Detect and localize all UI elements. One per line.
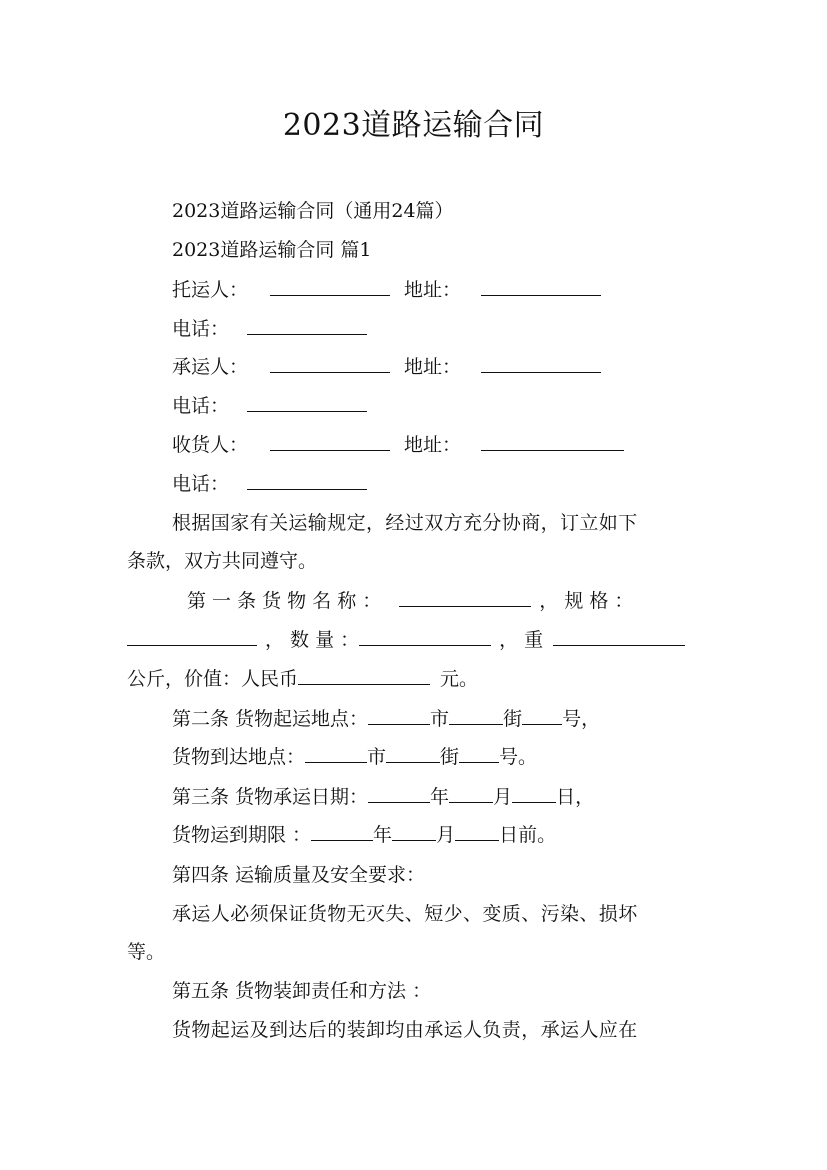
destination-street-blank[interactable] xyxy=(386,744,440,763)
phone-label: 电话： xyxy=(172,318,230,340)
origin-number-blank[interactable] xyxy=(522,706,562,725)
deadline-day-blank[interactable] xyxy=(455,822,499,841)
carrier-line xyxy=(172,354,601,380)
day-label: 日， xyxy=(556,786,595,808)
article-2-line1 xyxy=(172,706,600,732)
carrier-phone-line xyxy=(172,393,367,419)
street-label: 街 xyxy=(503,708,523,730)
ship-year-blank[interactable] xyxy=(368,784,430,803)
page-title: 2023道路运输合同 xyxy=(282,108,545,143)
value-label: 公斤，价值：人民币 xyxy=(127,668,299,690)
year-label: 年 xyxy=(430,786,450,808)
consignee-phone-line xyxy=(172,471,367,497)
article-5-heading: 第五条 货物装卸责任和方法 ： xyxy=(172,980,432,1002)
shipper-line xyxy=(172,277,601,303)
quantity-label: ， 数 量 ： xyxy=(265,629,360,651)
weight-label: ， 重 xyxy=(499,629,544,651)
city-label: 市 xyxy=(430,708,450,730)
section-heading: 2023道路运输合同 篇1 xyxy=(172,239,372,261)
destination-number-blank[interactable] xyxy=(459,744,499,763)
spec-blank[interactable] xyxy=(127,627,257,646)
ship-day-blank[interactable] xyxy=(512,784,556,803)
deadline-label: 货物运到期限 ： xyxy=(172,824,312,846)
consignee-label: 收货人： xyxy=(172,434,249,456)
article-5-text-line1: 货物起运及到达后的装卸均由承运人负责，承运人应在 xyxy=(172,1019,638,1041)
ship-date-label: 第三条 货物承运日期： xyxy=(172,786,369,808)
article-3-line1 xyxy=(172,784,594,810)
carrier-address-blank[interactable] xyxy=(481,354,601,373)
article-4-heading: 第四条 运输质量及安全要求： xyxy=(172,864,426,886)
goods-name-blank[interactable] xyxy=(399,588,531,607)
subtitle: 2023道路运输合同（通用24篇） xyxy=(172,200,454,222)
carrier-phone-blank[interactable] xyxy=(247,393,367,412)
value-blank[interactable] xyxy=(298,666,430,685)
origin-label: 第二条 货物起运地点： xyxy=(172,708,369,730)
article-4-text-line1: 承运人必须保证货物无灭失、短少、变质、污染、损坏 xyxy=(172,903,638,925)
article-1-line2 xyxy=(127,627,685,653)
deadline-month-blank[interactable] xyxy=(392,822,436,841)
shipper-address-blank[interactable] xyxy=(481,277,601,296)
day-label: 日前。 xyxy=(499,824,557,846)
consignee-line xyxy=(172,432,624,458)
article-1-line1 xyxy=(187,588,633,614)
quantity-blank[interactable] xyxy=(359,627,491,646)
article-2-line2 xyxy=(172,744,537,770)
city-label: 市 xyxy=(367,746,387,768)
month-label: 月 xyxy=(436,824,456,846)
street-label: 街 xyxy=(440,746,460,768)
weight-blank[interactable] xyxy=(553,627,685,646)
carrier-name-blank[interactable] xyxy=(270,354,390,373)
article-4-text-line2: 等。 xyxy=(127,941,166,963)
spec-label: ， 规 格 ： xyxy=(539,590,634,612)
number-label: 号。 xyxy=(499,746,538,768)
origin-city-blank[interactable] xyxy=(368,706,430,725)
number-label: 号， xyxy=(562,708,601,730)
ship-month-blank[interactable] xyxy=(449,784,493,803)
article-1-goods-label: 第 一 条 货 物 名 称 ： xyxy=(187,590,382,612)
carrier-address-label: 地址： xyxy=(404,356,462,378)
shipper-phone-line xyxy=(172,316,367,342)
month-label: 月 xyxy=(493,786,513,808)
phone-label: 电话： xyxy=(172,473,230,495)
origin-street-blank[interactable] xyxy=(449,706,503,725)
consignee-phone-blank[interactable] xyxy=(247,471,367,490)
shipper-name-blank[interactable] xyxy=(270,277,390,296)
article-1-line3 xyxy=(127,666,478,692)
yuan-label: 元。 xyxy=(440,668,479,690)
intro-paragraph-line2: 条款，双方共同遵守。 xyxy=(127,550,318,572)
shipper-label: 托运人： xyxy=(172,279,249,301)
intro-paragraph-line1: 根据国家有关运输规定，经过双方充分协商，订立如下 xyxy=(172,512,638,534)
year-label: 年 xyxy=(373,824,393,846)
article-3-line2 xyxy=(172,822,556,848)
consignee-address-blank[interactable] xyxy=(481,432,624,451)
phone-label: 电话： xyxy=(172,395,230,417)
shipper-phone-blank[interactable] xyxy=(247,316,367,335)
destination-label: 货物到达地点： xyxy=(172,746,306,768)
consignee-address-label: 地址： xyxy=(404,434,462,456)
consignee-name-blank[interactable] xyxy=(270,432,390,451)
deadline-year-blank[interactable] xyxy=(311,822,373,841)
shipper-address-label: 地址： xyxy=(404,279,462,301)
destination-city-blank[interactable] xyxy=(305,744,367,763)
carrier-label: 承运人： xyxy=(172,356,249,378)
